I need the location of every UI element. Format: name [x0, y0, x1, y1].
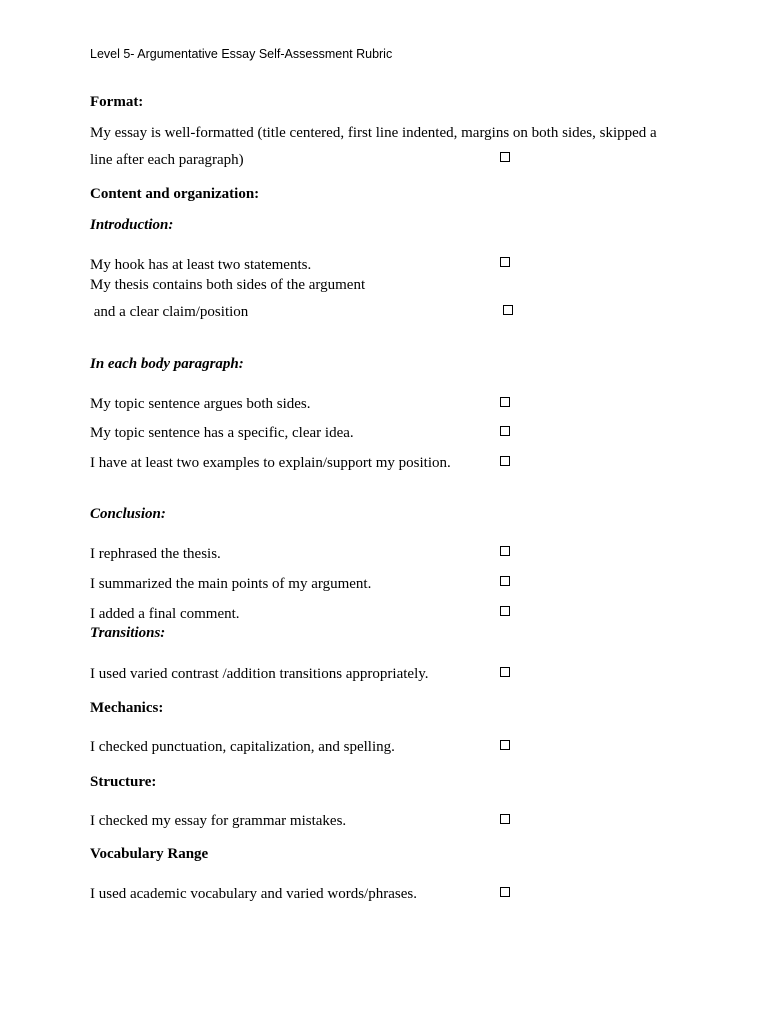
introduction-heading: Introduction:: [90, 217, 174, 233]
format-checkbox[interactable]: [500, 152, 510, 162]
mechanics-item-punctuation: I checked punctuation, capitalization, and spelling.: [90, 739, 395, 755]
conclusion-heading: Conclusion:: [90, 506, 166, 522]
body-clear-idea-checkbox[interactable]: [500, 426, 510, 436]
structure-item-grammar: I checked my essay for grammar mistakes.: [90, 813, 347, 829]
body-argues-checkbox[interactable]: [500, 397, 510, 407]
conclusion-item-summarized: I summarized the main points of my argument.: [90, 576, 372, 592]
introduction-item-hook: My hook has at least two statements.: [90, 257, 312, 273]
introduction-thesis-checkbox[interactable]: [503, 305, 513, 315]
vocabulary-heading: Vocabulary Range: [90, 846, 209, 862]
transitions-heading: Transitions:: [90, 625, 166, 641]
body-item-argues: My topic sentence argues both sides.: [90, 396, 311, 412]
body-examples-checkbox[interactable]: [500, 456, 510, 466]
body-heading: In each body paragraph:: [90, 356, 244, 372]
body-item-examples: I have at least two examples to explain/support my position.: [90, 455, 451, 471]
structure-heading: Structure:: [90, 774, 157, 790]
conclusion-final-checkbox[interactable]: [500, 606, 510, 616]
vocabulary-item-academic: I used academic vocabulary and varied words/phrases.: [90, 886, 417, 902]
conclusion-item-rephrased: I rephrased the thesis.: [90, 546, 221, 562]
conclusion-rephrased-checkbox[interactable]: [500, 546, 510, 556]
introduction-hook-checkbox[interactable]: [500, 257, 510, 267]
structure-grammar-checkbox[interactable]: [500, 814, 510, 824]
rubric-title: Level 5- Argumentative Essay Self-Assessment Rubric: [90, 47, 393, 61]
introduction-item-thesis: My thesis contains both sides of the argument: [90, 277, 366, 293]
transitions-item-varied: I used varied contrast /addition transitions appropriately.: [90, 666, 429, 682]
mechanics-punctuation-checkbox[interactable]: [500, 740, 510, 750]
format-heading: Format:: [90, 94, 144, 110]
transitions-varied-checkbox[interactable]: [500, 667, 510, 677]
vocabulary-academic-checkbox[interactable]: [500, 887, 510, 897]
mechanics-heading: Mechanics:: [90, 700, 164, 716]
conclusion-item-final: I added a final comment.: [90, 606, 240, 622]
conclusion-summarized-checkbox[interactable]: [500, 576, 510, 586]
format-item-line1: My essay is well-formatted (title centered, first line indented, margins on both sides, skipped a: [90, 125, 657, 141]
introduction-item-thesis-cont: and a clear claim/position: [90, 304, 249, 320]
body-item-clear-idea: My topic sentence has a specific, clear idea.: [90, 425, 354, 441]
format-item-line2: line after each paragraph): [90, 152, 244, 168]
content-heading: Content and organization:: [90, 186, 260, 202]
